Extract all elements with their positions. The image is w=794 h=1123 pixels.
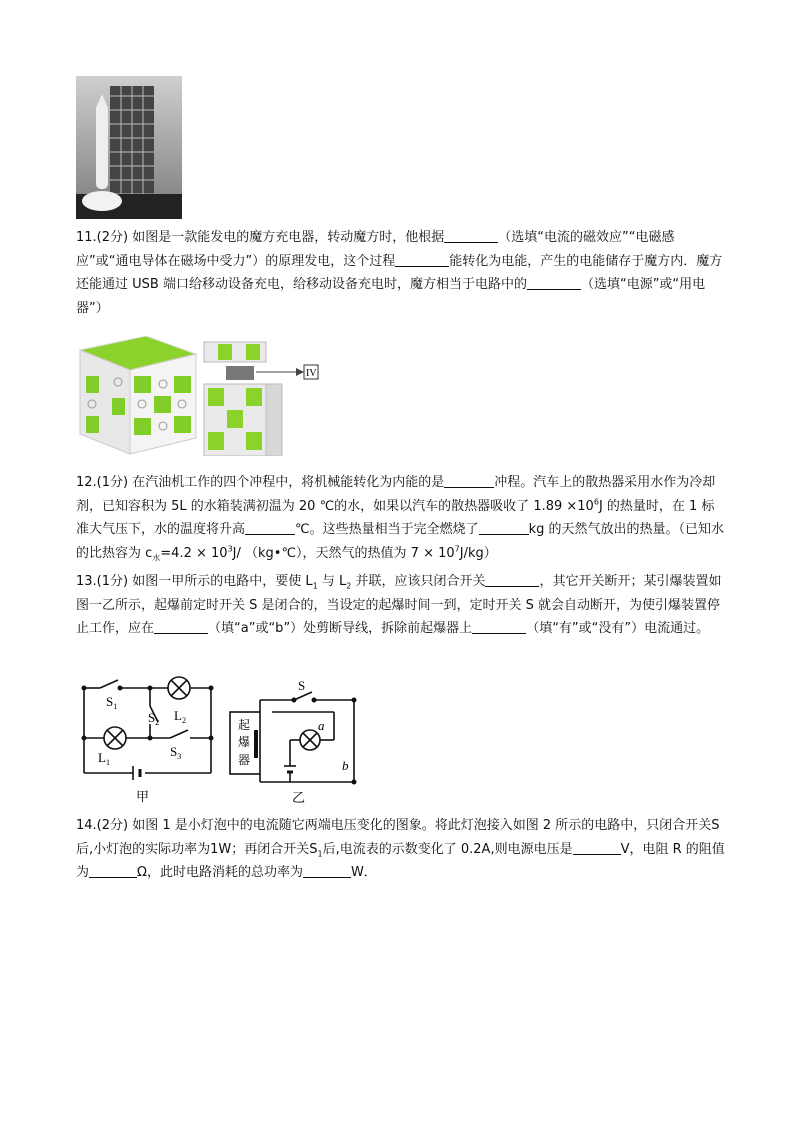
answer-blank[interactable] [395,252,449,267]
circuit-diagram-jia [78,676,218,806]
question-12 [76,471,726,565]
subscript: 1 [312,581,318,591]
question-text: （填“有”或“没有”）电流通过。 [526,621,710,636]
question-text: 并联，应该只闭合开关 [351,574,486,589]
cube-label: IV [306,368,317,379]
subscript: 水 [152,553,161,563]
superscript: 6 [593,497,599,507]
circuit-diagram-yi [228,678,362,806]
question-text: V，电阻 R 的阻值为 [76,841,725,880]
answer-blank[interactable] [303,863,351,878]
rocket-launch-photo [76,76,182,219]
question-text: =4.2 × 10 [160,545,228,561]
question-text: J/ （kg•℃），天然气的热值为 7 × 10 [232,545,455,561]
label-s3: $S_3$ [170,744,182,761]
question-11 [76,226,726,320]
question-number: 13.(1分) [76,574,129,589]
answer-blank[interactable] [573,840,621,855]
answer-blank[interactable] [527,275,581,290]
question-text: J 的热量时，在 1 标准大气压下，水的温度将升高 [76,498,715,537]
question-text: （选填“电源”或“用电器”） [76,277,706,316]
answer-blank[interactable] [444,228,498,243]
answer-blank[interactable] [485,572,539,587]
answer-blank[interactable] [444,473,494,488]
label-l2: $L_2$ [174,708,186,725]
question-text: J/kg） [459,545,497,561]
question-text: 后,电流表的示数变化了 0.2A,则电源电压是 [322,841,573,857]
label-a: a [318,718,325,733]
question-text: （填“a”或“b”）处剪断导线，拆除前起爆器上 [208,621,473,636]
label-jia: 甲 [136,790,150,805]
answer-blank[interactable] [479,520,529,535]
question-text: （选填“电流的磁效应”“电磁感应”或“通电导体在磁场中受力”）的原理发电，这个过程 [76,230,675,269]
question-text: ，其它开关断开；某引爆装置如图一乙所示，起爆前定时开关 S 是闭合的，当设定的起爆时间一到，定时开关 S 就会自动断开，为使引爆装置停止工作，应在 [76,574,722,636]
question-text: 冲程。汽车上的散热器采用水作为冷却剂，已知容积为 5L 的水箱装满初温为 20 ℃的水，如果以汽车的散热器吸收了 1.89 ×10 [76,475,716,514]
magic-cube-figure [76,336,326,456]
question-text: 能转化为电能，产生的电能储存于魔方内．魔方还能通过 USB 端口给移动设备充电，给移动设备充电时，魔方相当于电路中的 [76,253,723,292]
question-text: 如图是一款能发电的魔方充电器，转动魔方时，他根据 [132,230,445,245]
subscript: 1 [317,849,323,859]
question-14 [76,814,726,885]
question-text: 与 L [317,574,347,589]
question-number: 12.(1分) [76,475,129,490]
answer-blank[interactable] [89,863,137,878]
superscript: 3 [227,544,233,554]
question-text: kg 的天然气放出的热量。（已知水的比热容为 c [76,522,725,561]
label-s2: $S_2$ [148,710,160,727]
question-text: Ω，此时电路消耗的总功率为 [137,865,303,880]
question-text: 如图一甲所示的电路中，要使 L [132,574,313,589]
superscript: 7 [454,544,460,554]
question-text: W． [350,865,377,880]
answer-blank[interactable] [154,619,208,634]
subscript: 2 [346,581,352,591]
label-l1: $L_1$ [98,750,110,767]
label-b: b [342,758,349,773]
detonator-label: 起 爆 器 [238,718,251,767]
label-s: S [298,678,306,693]
question-number: 11.(2分) [76,230,129,245]
question-text: ℃。这些热量相当于完全燃烧了 [295,522,479,537]
question-number: 14.(2分) [76,818,129,833]
label-s1: $S_1$ [106,694,118,711]
question-13 [76,570,726,641]
question-text: 如图 1 是小灯泡中的电流随它两端电压变化的图象。将此灯泡接入如图 2 所示的电路中，只闭合开关S后,小灯泡的实际功率为1W；再闭合开关S [76,818,720,857]
question-text: 在汽油机工作的四个冲程中，将机械能转化为内能的是 [132,475,445,490]
answer-blank[interactable] [245,520,295,535]
label-yi: 乙 [292,791,306,806]
answer-blank[interactable] [472,619,526,634]
